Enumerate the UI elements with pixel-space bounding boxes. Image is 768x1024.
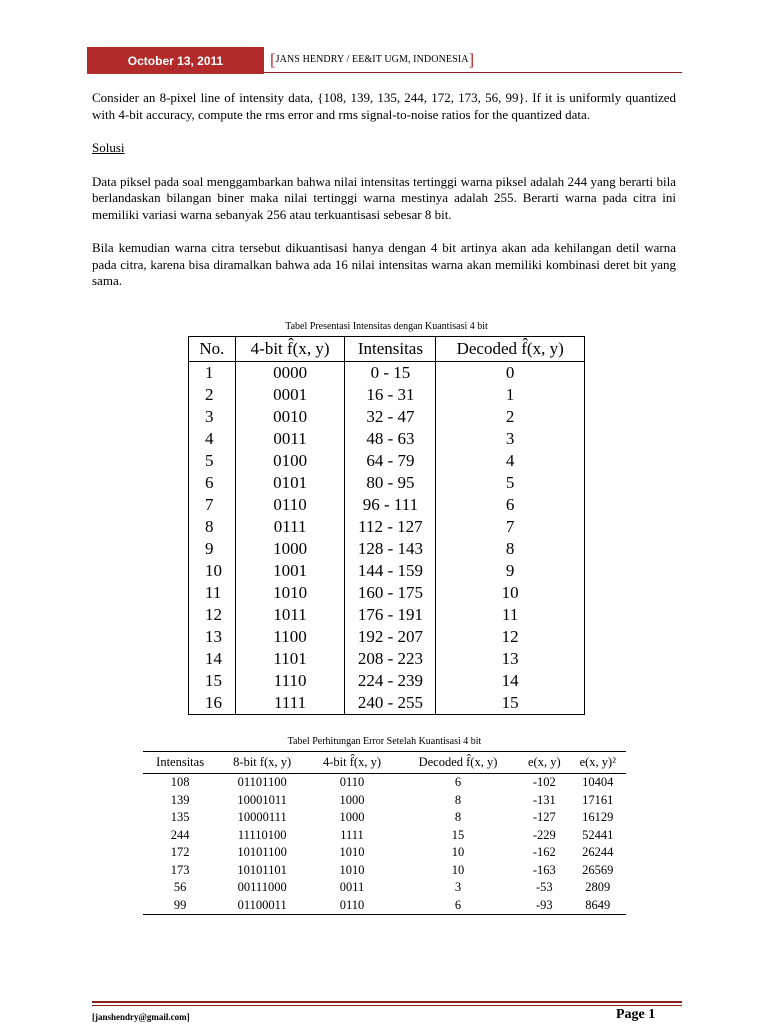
table-row (189, 648, 585, 670)
table-cell: 3 (505, 429, 515, 448)
table-cell: 0111 (235, 516, 345, 538)
table-cell: 0 (505, 363, 515, 382)
table-cell: 1010 (339, 862, 365, 877)
table-cell: 1 (189, 362, 236, 385)
table2-caption: Tabel Perhitungan Error Setelah Kuantisasi 4 bit (287, 736, 482, 747)
table-cell: 0001 (235, 384, 345, 406)
table-cell: 4 (189, 428, 236, 450)
footer-email: [janshendry@gmail.com] (92, 1012, 190, 1022)
table-row (143, 844, 626, 862)
paragraph-2: Bila kemudian warna citra tersebut dikuantisasi hanya dengan 4 bit artinya akan ada kehilangan detil warna pada citra, karena bisa diramalkan bahwa ada 16 nilai intensitas warna akan memiliki kombinasi deret bit yang sama. (92, 240, 676, 288)
table-cell: 48 - 63 (345, 428, 436, 450)
table-cell: 01101100 (237, 775, 287, 790)
table-row (143, 897, 626, 915)
table-cell: 64 - 79 (345, 450, 436, 472)
table-cell: 1011 (235, 604, 345, 626)
table-cell: 2809 (585, 880, 611, 895)
header-author-area (264, 47, 682, 73)
table-cell: 7 (505, 517, 515, 536)
table-cell: 6 (189, 472, 236, 494)
table-cell: 15 (189, 670, 236, 692)
table-cell: 244 (170, 827, 190, 842)
table-cell: 3 (189, 406, 236, 428)
table-cell: 10 (501, 583, 519, 602)
table-cell: 8 (505, 539, 515, 558)
table-cell: 11 (189, 582, 236, 604)
table-cell: 52441 (582, 827, 614, 842)
table2-header-5: e(x, y)² (570, 752, 626, 774)
header-bracket-close: ] (468, 50, 475, 69)
table-cell: 16 (189, 692, 236, 715)
table-cell: 0010 (235, 406, 345, 428)
table-cell: 32 - 47 (345, 406, 436, 428)
table-cell: 10 (189, 560, 236, 582)
table1-header-1: 4-bit f̂(x, y) (235, 337, 345, 362)
table-cell: 12 (189, 604, 236, 626)
table-cell: 173 (170, 862, 190, 877)
document-body (92, 90, 676, 290)
table-cell: 1101 (235, 648, 345, 670)
table-cell: 1000 (235, 538, 345, 560)
table2-header-4: e(x, y) (519, 752, 570, 774)
table-cell: 56 (173, 880, 187, 895)
table-cell: 0 - 15 (345, 362, 436, 385)
table-cell: 10101100 (237, 845, 287, 860)
table-cell: 0000 (235, 362, 345, 385)
table-cell: 4 (505, 451, 515, 470)
table-cell: 176 - 191 (345, 604, 436, 626)
table-cell: 16 - 31 (345, 384, 436, 406)
table-cell: 1111 (340, 827, 364, 842)
footer-rule (92, 1001, 682, 1003)
table-cell: 135 (170, 810, 190, 825)
table-cell: 0100 (235, 450, 345, 472)
table-row (189, 604, 585, 626)
table2-header-0: Intensitas (143, 752, 217, 774)
table-cell: 6 (505, 495, 515, 514)
table-cell: 16129 (582, 810, 614, 825)
table-row (189, 384, 585, 406)
table-row (143, 879, 626, 897)
table-cell: 99 (173, 897, 187, 912)
footer-rule-thin (92, 1005, 682, 1006)
paragraph-1: Data piksel pada soal menggambarkan bahwa nilai intensitas tertinggi warna piksel adalah 244 yang berarti bila berlandaskan bilangan biner maka nilai tertinggi warna mestinya adalah 255. Berarti warna pada citra ini memiliki variasi warna sebanyak 256 atau terkuantisasi sebesar 8 bit. (92, 173, 676, 222)
table-cell: 11110100 (237, 827, 287, 842)
table-row (143, 774, 626, 792)
table-row (189, 406, 585, 428)
table-row (189, 582, 585, 604)
table-cell: 26569 (582, 862, 614, 877)
table-cell: 12 (501, 627, 519, 646)
table-row (189, 516, 585, 538)
table-cell: 01100011 (237, 897, 287, 912)
table-cell: 1110 (235, 670, 345, 692)
table-cell: -102 (532, 775, 556, 790)
table-row (189, 560, 585, 582)
table-cell: 1000 (339, 792, 365, 807)
problem-statement: Consider an 8-pixel line of intensity data, {108, 139, 135, 244, 172, 173, 56, 99}. If it is uniformly quantized with 4-bit accuracy, compute the rms error and rms signal-to-noise ratios for the quantized data. (92, 90, 676, 122)
table-cell: 0011 (339, 880, 365, 895)
table-row (189, 626, 585, 648)
table-row (143, 809, 626, 827)
table-cell: 5 (189, 450, 236, 472)
table-cell: 1010 (235, 582, 345, 604)
table-cell: 10101101 (237, 862, 287, 877)
header-bracket-open: [ (270, 50, 276, 69)
table-cell: -127 (532, 810, 556, 825)
table-cell: 1001 (235, 560, 345, 582)
table-cell: 6 (454, 897, 462, 912)
table-row (189, 692, 585, 715)
table-cell: -53 (535, 880, 553, 895)
table-row (189, 362, 585, 385)
error-table (143, 751, 626, 915)
table-cell: 208 - 223 (345, 648, 436, 670)
table-cell: 2 (189, 384, 236, 406)
table-cell: 11 (501, 605, 519, 624)
header-date-bar (87, 47, 264, 74)
table-cell: -163 (532, 862, 556, 877)
table-cell: 0110 (339, 897, 365, 912)
table-cell: 172 (170, 845, 190, 860)
quantization-table (188, 336, 585, 715)
table-cell: 0110 (235, 494, 345, 516)
table-row (189, 472, 585, 494)
table-row (189, 538, 585, 560)
table-cell: 14 (189, 648, 236, 670)
table-cell: 192 - 207 (345, 626, 436, 648)
table-cell: 128 - 143 (345, 538, 436, 560)
table2-header-1: 8-bit f(x, y) (217, 752, 307, 774)
table-cell: 139 (170, 792, 190, 807)
table-cell: 8649 (585, 897, 611, 912)
table-cell: 00111000 (237, 880, 287, 895)
table-cell: -131 (532, 792, 556, 807)
table1-caption: Tabel Presentasi Intensitas dengan Kuantisasi 4 bit (285, 321, 488, 332)
solusi-heading: Solusi (92, 140, 125, 155)
table1-header-3: Decoded f̂(x, y) (436, 337, 585, 362)
table-cell: 144 - 159 (345, 560, 436, 582)
table-cell: 10001011 (237, 792, 287, 807)
table-cell: 80 - 95 (345, 472, 436, 494)
table-cell: 0110 (339, 775, 365, 790)
table-cell: 0011 (235, 428, 345, 450)
table-row (143, 792, 626, 810)
table-cell: 9 (505, 561, 515, 580)
table-row (189, 450, 585, 472)
table-cell: 240 - 255 (345, 692, 436, 715)
table-cell: 26244 (582, 845, 614, 860)
table-cell: 10 (451, 862, 465, 877)
table-cell: 96 - 111 (345, 494, 436, 516)
table-cell: 1111 (235, 692, 345, 715)
table-cell: 10000111 (237, 810, 287, 825)
table-cell: 224 - 239 (345, 670, 436, 692)
table-cell: 10 (451, 845, 465, 860)
table-cell: -229 (532, 827, 556, 842)
table-cell: 10404 (582, 775, 614, 790)
table-cell: 112 - 127 (345, 516, 436, 538)
table-cell: 6 (454, 775, 462, 790)
table2-header-3: Decoded f̂(x, y) (397, 752, 519, 774)
table-cell: 13 (501, 649, 519, 668)
table-row (189, 494, 585, 516)
table-row (189, 670, 585, 692)
table-cell: 7 (189, 494, 236, 516)
table2-header-2: 4-bit f̂(x, y) (307, 752, 397, 774)
table-cell: 8 (454, 792, 462, 807)
table-cell: 8 (189, 516, 236, 538)
table-cell: 160 - 175 (345, 582, 436, 604)
table-row (189, 428, 585, 450)
table-cell: 2 (505, 407, 515, 426)
table1-header-2: Intensitas (345, 337, 436, 362)
header-date: October 13, 2011 (127, 53, 224, 68)
table-cell: 17161 (582, 792, 614, 807)
table-cell: 1 (505, 385, 515, 404)
table-cell: 14 (501, 671, 519, 690)
table-cell: -93 (535, 897, 553, 912)
table-row (143, 862, 626, 880)
table-cell: 108 (170, 775, 190, 790)
table-cell: -162 (532, 845, 556, 860)
table-cell: 15 (451, 827, 465, 842)
table-cell: 15 (501, 693, 519, 712)
table-cell: 3 (454, 880, 462, 895)
header-author: JANS HENDRY / EE&IT UGM, INDONESIA (275, 54, 469, 65)
table-cell: 8 (454, 810, 462, 825)
table1-header-0: No. (189, 337, 236, 362)
table-cell: 9 (189, 538, 236, 560)
table-cell: 1000 (339, 810, 365, 825)
table-cell: 1010 (339, 845, 365, 860)
table-row (143, 827, 626, 845)
table-cell: 5 (505, 473, 515, 492)
table-cell: 13 (189, 626, 236, 648)
footer-page-number: Page 1 (616, 1007, 656, 1022)
table-cell: 0101 (235, 472, 345, 494)
table-cell: 1100 (235, 626, 345, 648)
